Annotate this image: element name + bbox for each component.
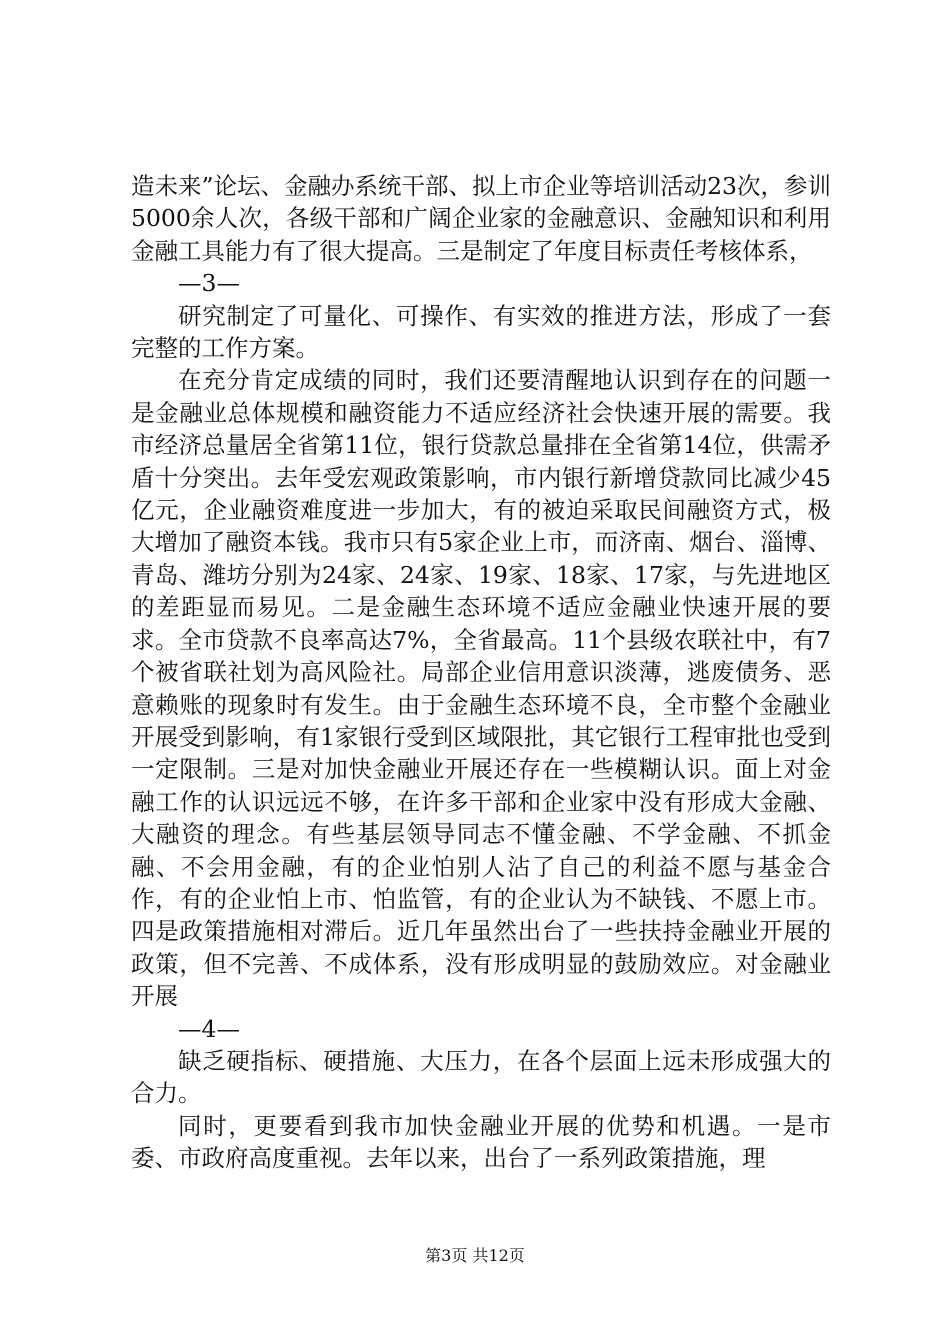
- paragraph: 在充分肯定成绩的同时，我们还要清醒地认识到存在的问题一是金融业总体规模和融资能力不适应经济社会快速开展的需要。我市经济总量居全省第11位，银行贷款总量排在全省第14位，供需矛盾十分突出。去年受宏观政策影响，市内银行新增贷款同比减少45亿元，企业融资难度进一步加大，有的被迫采取民间融资方式，极大增加了融资本钱。我市只有5家企业上市，而济南、烟台、淄博、青岛、潍坊分别为24家、24家、19家、18家、17家，与先进地区的差距显而易见。二是金融生态环境不适应金融业快速开展的要求。全市贷款不良率高达7%，全省最高。11个县级农联社中，有7个被省联社划为高风险社。局部企业信用意识淡薄，逃废债务、恶意赖账的现象时有发生。由于金融生态环境不良，全市整个金融业开展受到影响，有1家银行受到区域限批，其它银行工程审批也受到一定限制。三是对加快金融业开展还存在一些模糊认识。面上对金融工作的认识远远不够，在许多干部和企业家中没有形成大金融、大融资的理念。有些基层领导同志不懂金融、不学金融、不抓金融、不会用金融，有的企业怕别人沾了自己的利益不愿与基金合作，有的企业怕上市、怕监管，有的企业认为不缺钱、不愿上市。四是政策措施相对滞后。近几年虽然出台了一些扶持金融业开展的政策，但不完善、不成体系，没有形成明显的鼓励效应。对金融业开展: [131, 366, 831, 1011]
- document-body: [131, 170, 831, 1175]
- paragraph: 缺乏硬指标、硬措施、大压力，在各个层面上远未形成强大的合力。: [131, 1046, 831, 1108]
- paragraph: 同时，更要看到我市加快金融业开展的优势和机遇。一是市委、市政府高度重视。去年以来，出台了一系列政策措施，理: [131, 1111, 831, 1173]
- paragraph-continuation: 造未来”论坛、金融办系统干部、拟上市企业等培训活动23次，参训5000余人次，各级干部和广阔企业家的金融意识、金融知识和利用金融工具能力有了很大提高。三是制定了年度目标责任考核体系，: [131, 172, 831, 265]
- inline-page-marker: —4—: [178, 1014, 240, 1043]
- paragraph: 研究制定了可量化、可操作、有实效的推进方法，形成了一套完整的工作方案。: [131, 301, 831, 363]
- inline-page-marker: —3—: [178, 269, 240, 298]
- page-footer: 第3页 共12页: [425, 1246, 525, 1265]
